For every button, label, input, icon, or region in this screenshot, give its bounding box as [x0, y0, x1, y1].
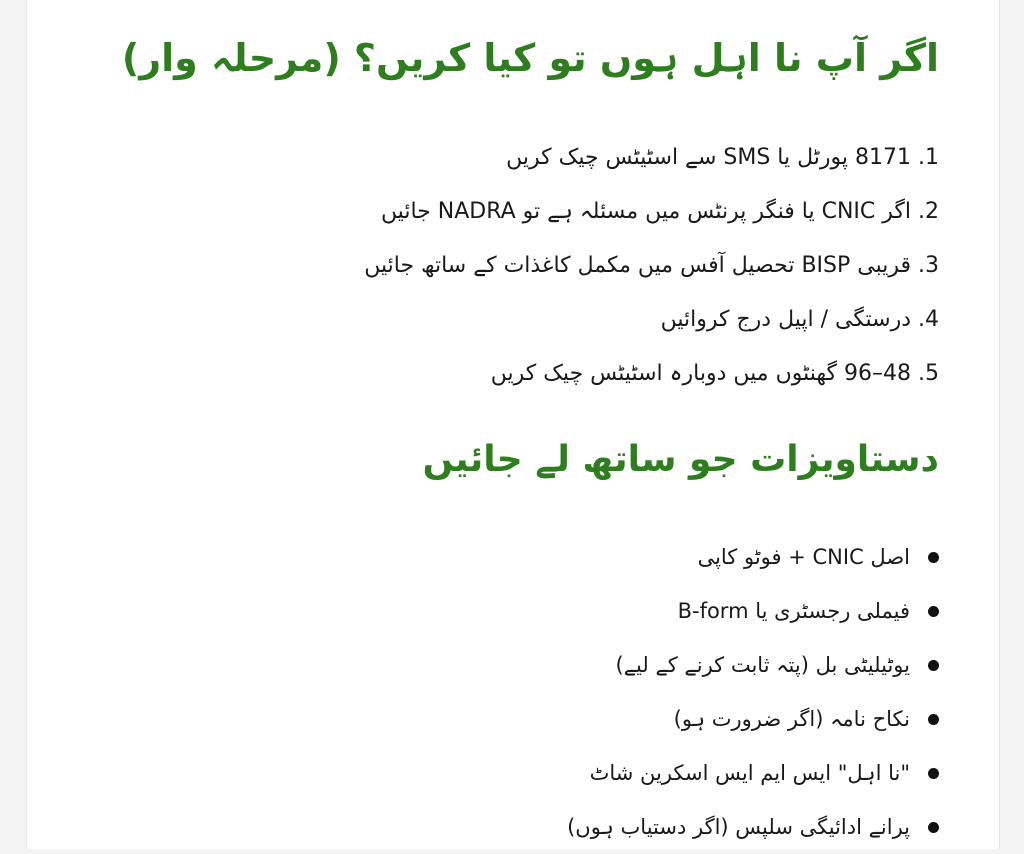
document-label: فیملی رجسٹری یا B-form	[677, 599, 910, 623]
documents-list	[567, 530, 939, 854]
document-item	[567, 638, 939, 692]
document-item	[567, 530, 939, 584]
document-label: نکاح نامہ (اگر ضرورت ہو)	[673, 707, 910, 731]
step-item-1: 1. 8171 پورٹل یا SMS سے اسٹیٹس چیک کریں	[506, 145, 939, 170]
step-item-2: 2. اگر CNIC یا فنگر پرنٹس میں مسئلہ ہے تو NADRA جائیں	[380, 199, 939, 224]
bullet-icon	[928, 822, 939, 833]
steps-list	[364, 138, 939, 408]
document-item	[567, 692, 939, 746]
document-label: یوٹیلیٹی بل (پتہ ثابت کرنے کے لیے)	[615, 653, 910, 677]
document-item	[567, 584, 939, 638]
bullet-icon	[928, 768, 939, 779]
article-page	[26, 0, 1000, 849]
document-label: "نا اہل" ایس ایم ایس اسکرین شاٹ	[589, 761, 910, 785]
bullet-icon	[928, 606, 939, 617]
document-item	[567, 800, 939, 854]
bullet-icon	[928, 714, 939, 725]
step-item-3: 3. قریبی BISP تحصیل آفس میں مکمل کاغذات کے ساتھ جائیں	[364, 253, 939, 278]
step-item-5: 5. 48–96 گھنٹوں میں دوبارہ اسٹیٹس چیک کریں	[490, 361, 939, 386]
bullet-icon	[928, 552, 939, 563]
document-item	[567, 746, 939, 800]
document-label: اصل CNIC + فوٹو کاپی	[697, 545, 910, 569]
bullet-icon	[928, 660, 939, 671]
document-label: پرانے ادائیگی سلپس (اگر دستیاب ہوں)	[567, 815, 910, 839]
heading-documents: دستاویزات جو ساتھ لے جائیں	[422, 439, 939, 480]
heading-steps: اگر آپ نا اہل ہوں تو کیا کریں؟ (مرحلہ وار)	[121, 36, 939, 80]
step-item-4: 4. درستگی / اپیل درج کروائیں	[660, 307, 939, 332]
